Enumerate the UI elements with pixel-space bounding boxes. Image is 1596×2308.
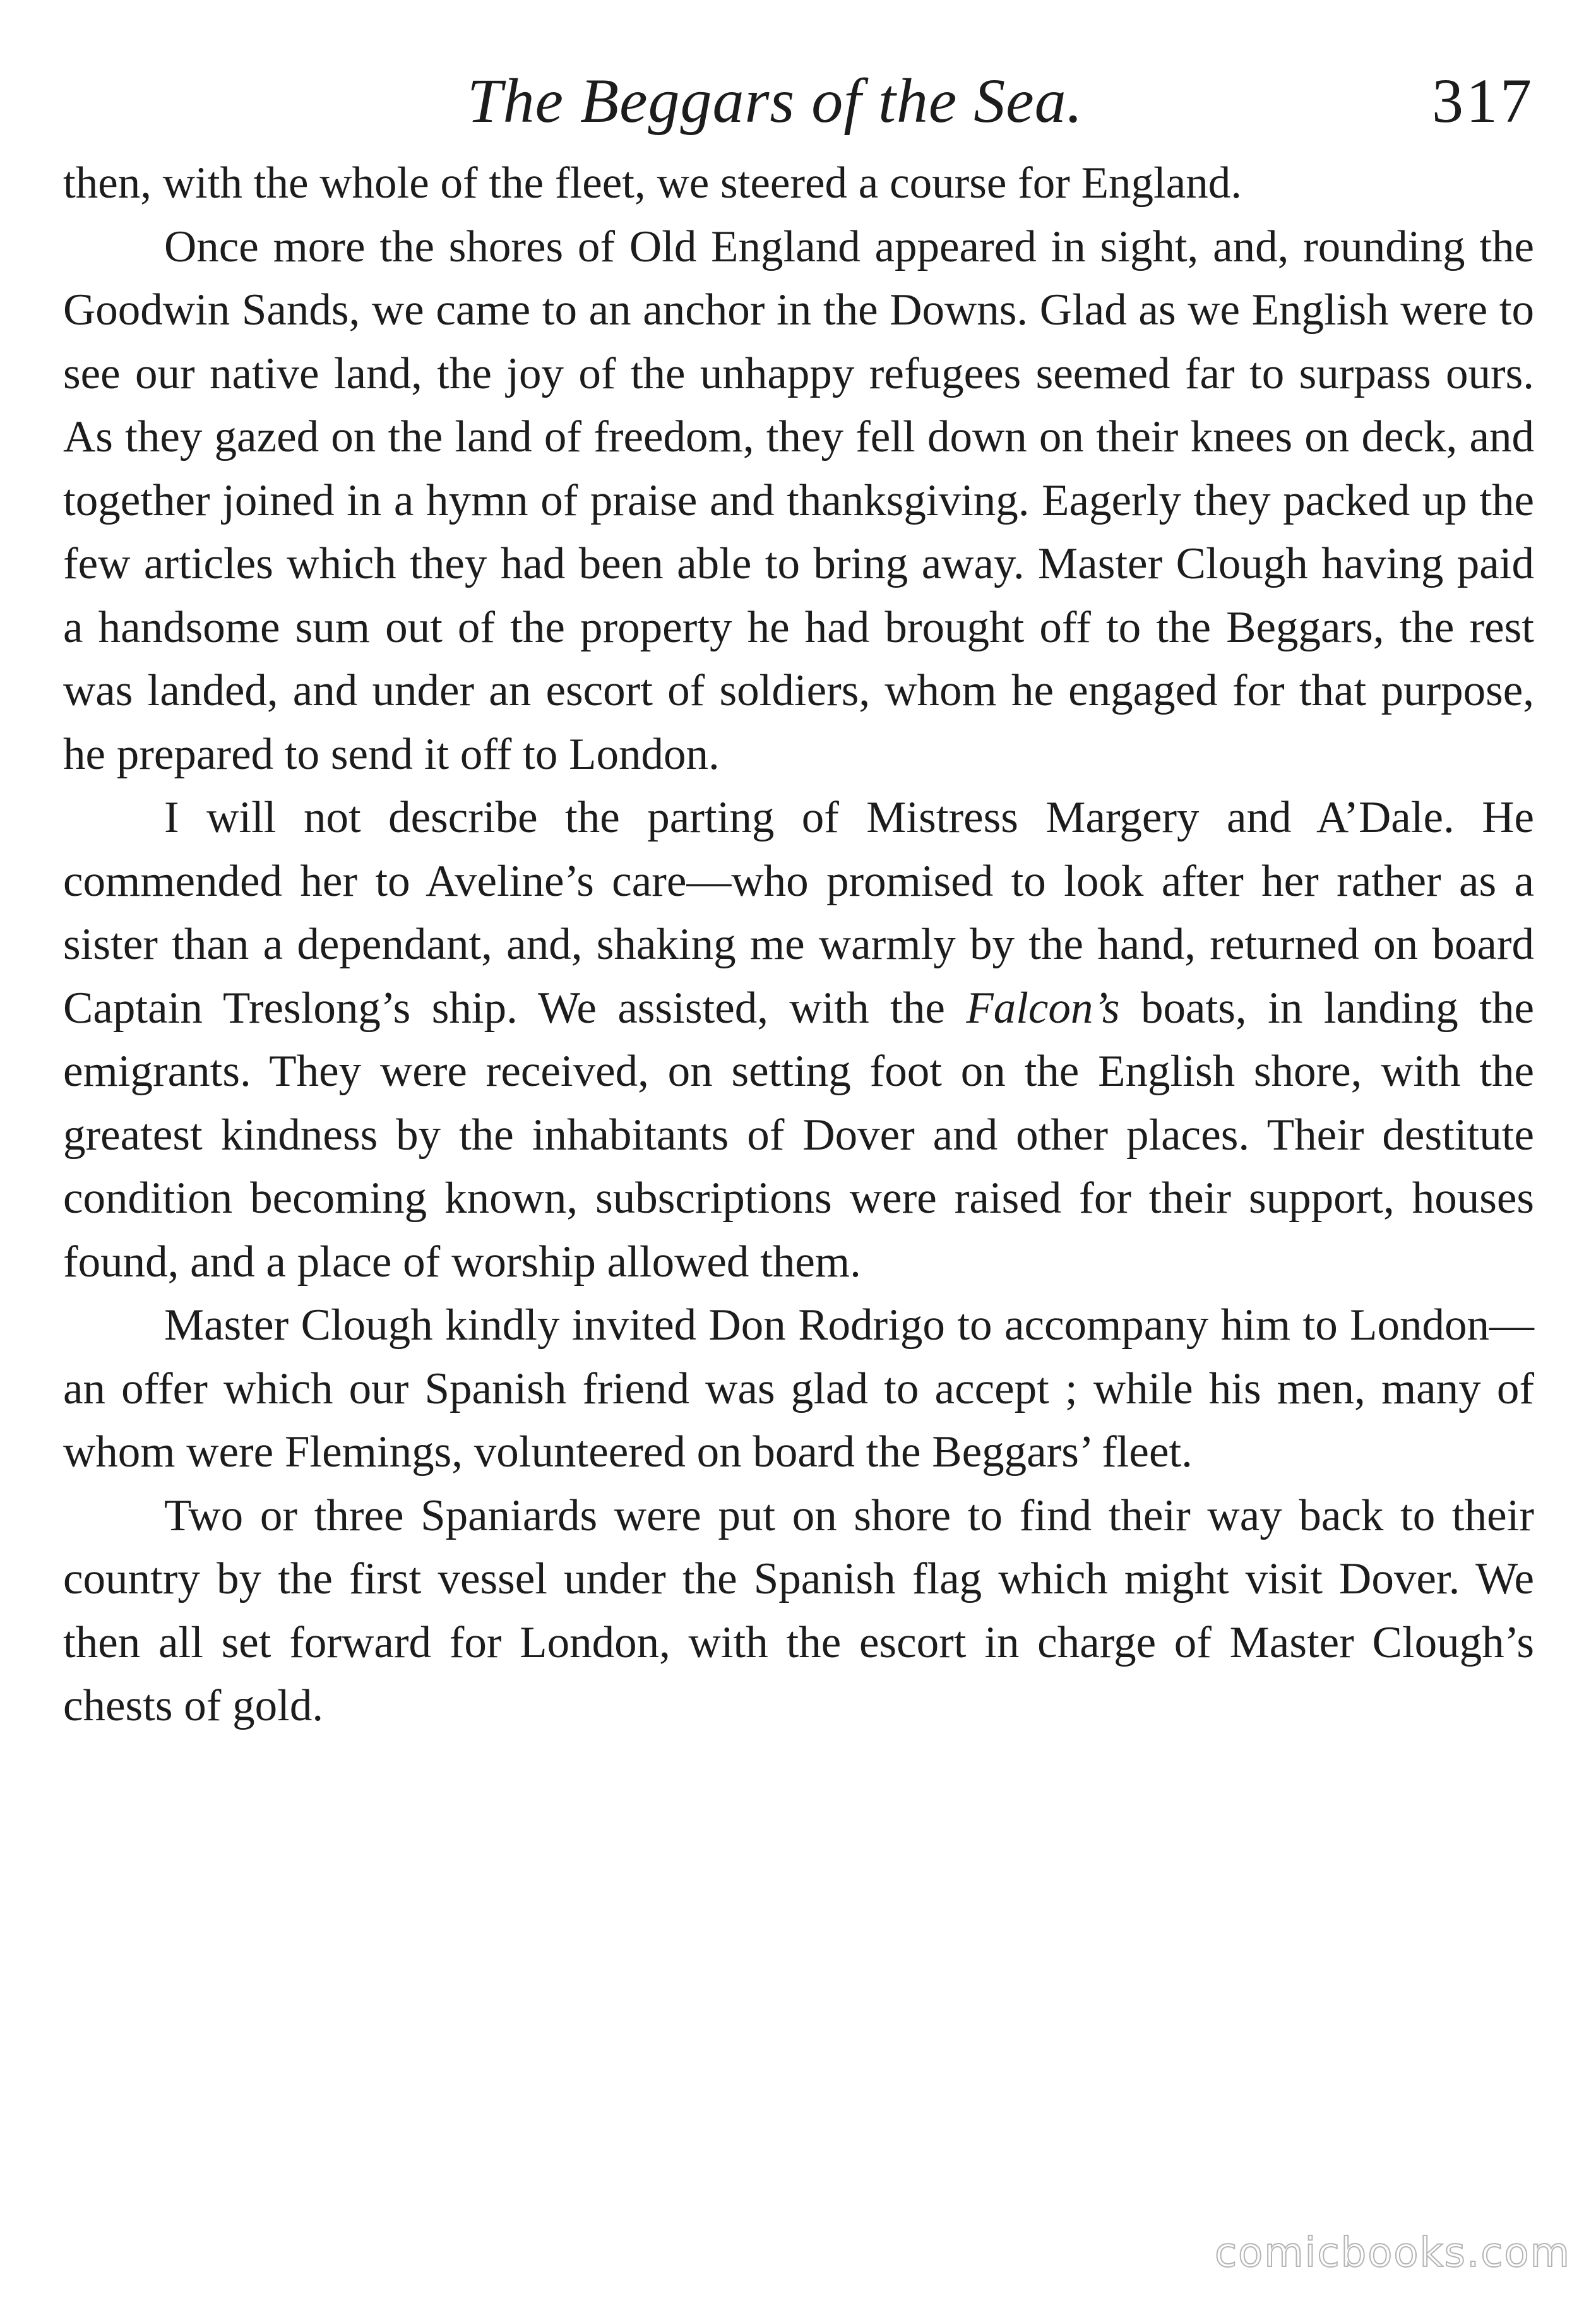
ship-name-italic: Falcon’s <box>966 983 1120 1033</box>
paragraph <box>63 152 1534 215</box>
paragraph <box>63 786 1534 1294</box>
paragraph <box>63 1484 1534 1738</box>
book-page <box>63 57 1534 1738</box>
running-title: The Beggars of the Sea. <box>467 66 1083 136</box>
watermark: comicbooks.com <box>1214 2230 1571 2276</box>
body-text <box>63 152 1534 1738</box>
page-number: 317 <box>1432 66 1534 136</box>
paragraph <box>63 215 1534 787</box>
text-run: Two or three Spaniards were put on shore to find their way back to their country by the first vessel under the Spanish flag which might visit Dover. We then all set forward for London, with the escort in charge of Master Clough’s chests of gold. <box>63 1490 1534 1730</box>
paragraph <box>63 1294 1534 1484</box>
running-head <box>63 57 1534 152</box>
text-run: boats, in landing the emigrants. They were received, on setting foot on the English shore, with the greatest kindness by the inhabitants of Dover and other places. Their destitute condition becoming known, subscriptions were raised for their support, houses found, and a place of worship allowed them. <box>63 983 1534 1287</box>
text-run: then, with the whole of the fleet, we steered a course for England. <box>63 158 1242 208</box>
text-run: Master Clough kindly invited Don Rodrigo to accompany him to London—an offer which our Spanish friend was glad to accept ; while his men, many of whom were Flemings, volunteered on board the Beggars’ fleet. <box>63 1300 1534 1477</box>
text-run: I will not describe the parting of Mistress Margery and A’Dale. He commended her to Aveline’s care—who promised to look after her rather as a sister than a dependant, and, shaking me warmly by the hand, returned on board Captain Treslong’s ship. We assisted, with the <box>63 793 1534 1033</box>
text-run: Once more the shores of Old England appeared in sight, and, rounding the Goodwin Sands, we came to an anchor in the Downs. Glad as we English were to see our native land, the joy of the unhappy refugees seemed far to surpass ours. As they gazed on the land of freedom, they fell down on their knees on deck, and together joined in a hymn of praise and thanksgiving. Eagerly they packed up the few articles which they had been able to bring away. Master Clough having paid a handsome sum out of the property he had brought off to the Beggars, the rest was landed, and under an escort of soldiers, whom he engaged for that purpose, he prepared to send it off to London. <box>63 222 1534 779</box>
